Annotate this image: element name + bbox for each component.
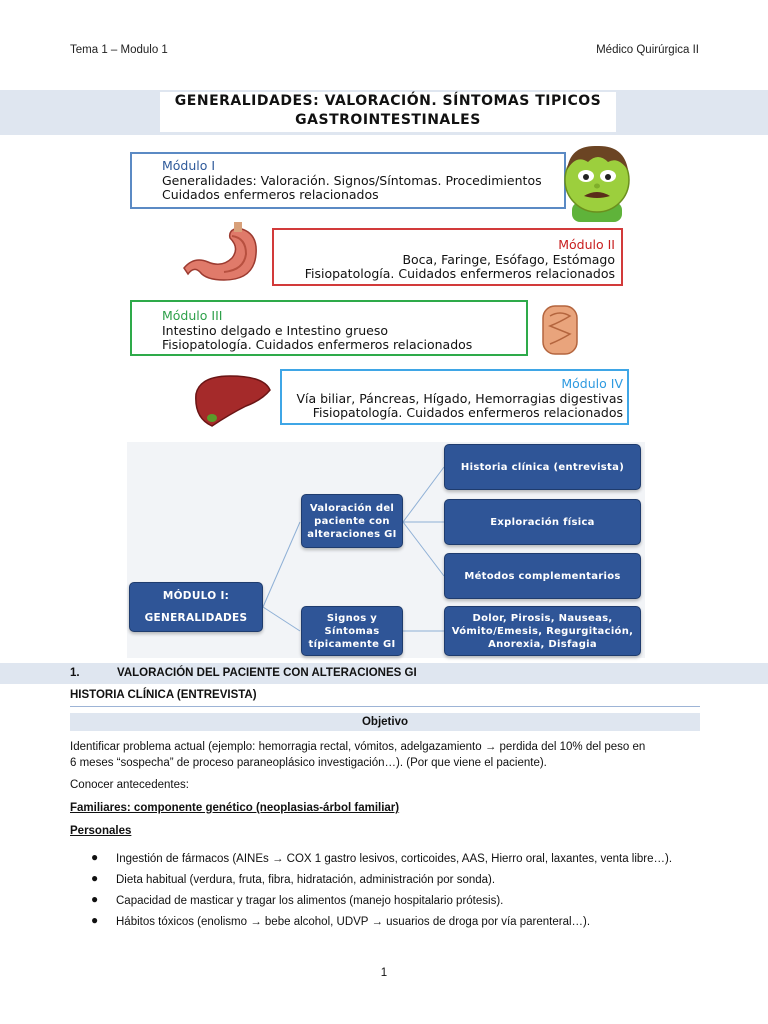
module-1-line-2: Cuidados enfermeros relacionados: [162, 187, 379, 202]
module-3-title: Módulo III: [162, 308, 223, 323]
section-number: 1.: [70, 667, 80, 679]
diagram-root-node: [129, 582, 263, 632]
list-item: Hábitos tóxicos (enolismo → bebe alcohol, UDVP → usuarios de droga por vía parenteral…).: [116, 916, 591, 928]
diagram-branch-valoracion: [301, 494, 403, 548]
module-2-line-1: Boca, Faringe, Esófago, Estómago: [402, 251, 615, 267]
leaf4-line-1: Dolor, Pirosis, Nauseas,: [472, 612, 613, 624]
connector-root-branch2: [263, 607, 300, 631]
module-3-line-2: Fisiopatología. Cuidados enfermeros relacionados: [162, 337, 473, 352]
list-item: Dieta habitual (verdura, fruta, fibra, hidratación, administración por sonda).: [116, 874, 496, 886]
module-4-line-2: Fisiopatología. Cuidados enfermeros relacionados: [312, 405, 623, 420]
module-2-line-2: Fisiopatología. Cuidados enfermeros relacionados: [304, 266, 615, 281]
title-line-2: GASTROINTESTINALES: [295, 112, 481, 128]
module-2-title: Módulo II: [558, 237, 615, 252]
objective-heading: Objetivo: [70, 713, 700, 731]
diagram-leaf-metodos: Métodos complementarios: [444, 553, 641, 599]
diagram-leaf-exploracion: Exploración física: [444, 499, 641, 545]
list-item: Capacidad de masticar y tragar los alimentos (manejo hospitalario prótesis).: [116, 895, 504, 907]
connector-root-branch1: [263, 522, 300, 607]
bullet-icon: ●: [91, 913, 99, 927]
branch2-line-2: Síntomas: [324, 625, 380, 637]
diagram-branch-signos: [301, 606, 403, 656]
branch2-line-1: Signos y: [326, 612, 378, 624]
connector-branch1-leaf3: [403, 522, 444, 576]
subsection-rule: [70, 706, 700, 707]
module-3-line-1: Intestino delgado e Intestino grueso: [162, 322, 389, 338]
branch1-line-1: Valoración del: [309, 502, 395, 514]
familiares-heading: Familiares: componente genético (neoplasias-árbol familiar): [70, 802, 400, 814]
module-4-title: Módulo IV: [561, 376, 623, 391]
page-number: 1: [380, 967, 388, 979]
branch1-line-3: alteraciones GI: [307, 528, 397, 540]
bullet-icon: ●: [91, 850, 99, 864]
header-left: Tema 1 – Modulo 1: [70, 44, 168, 56]
module-1-title: Módulo I: [162, 158, 216, 173]
section-title: VALORACIÓN DEL PACIENTE CON ALTERACIONES GI: [117, 667, 417, 679]
connector-branch1-leaf1: [403, 467, 444, 522]
subsection-title: HISTORIA CLÍNICA (ENTREVISTA): [70, 689, 257, 701]
title-line-1: GENERALIDADES: VALORACIÓN. SÍNTOMAS TIPICOS: [174, 93, 602, 109]
diagram-leaf-sintomas: [444, 606, 641, 656]
leaf4-line-2: Vómito/Emesis, Regurgitación,: [451, 625, 634, 637]
branch1-line-2: paciente con: [314, 515, 390, 527]
diagram-leaf-historia: Historia clínica (entrevista): [444, 444, 641, 490]
leaf4-line-3: Anorexia, Disfagia: [488, 638, 597, 650]
root-line-1: MÓDULO I:: [162, 590, 230, 602]
bullet-icon: ●: [91, 892, 99, 906]
root-line-2: GENERALIDADES: [144, 612, 248, 624]
branch2-line-3: típicamente GI: [308, 638, 396, 650]
module-1-line-1: Generalidades: Valoración. Signos/Síntomas. Procedimientos: [162, 172, 542, 188]
module-4-line-1: Vía biliar, Páncreas, Hígado, Hemorragias digestivas: [296, 390, 623, 406]
bullet-icon: ●: [91, 871, 99, 885]
personales-heading: Personales: [70, 825, 132, 837]
paragraph-2: Conocer antecedentes:: [70, 779, 189, 791]
paragraph-1-line-2: 6 meses “sospecha” de proceso paraneoplásico investigación…). (Por que viene el paciente).: [70, 757, 547, 769]
paragraph-1-line-1: Identificar problema actual (ejemplo: hemorragia rectal, vómitos, adelgazamiento → perdida del 10% del peso en: [70, 741, 646, 753]
header-right: Médico Quirúrgica II: [596, 44, 699, 56]
list-item: Ingestión de fármacos (AINEs → COX 1 gastro lesivos, corticoides, AAS, Hierro oral, laxantes, venta libre…).: [116, 853, 673, 865]
